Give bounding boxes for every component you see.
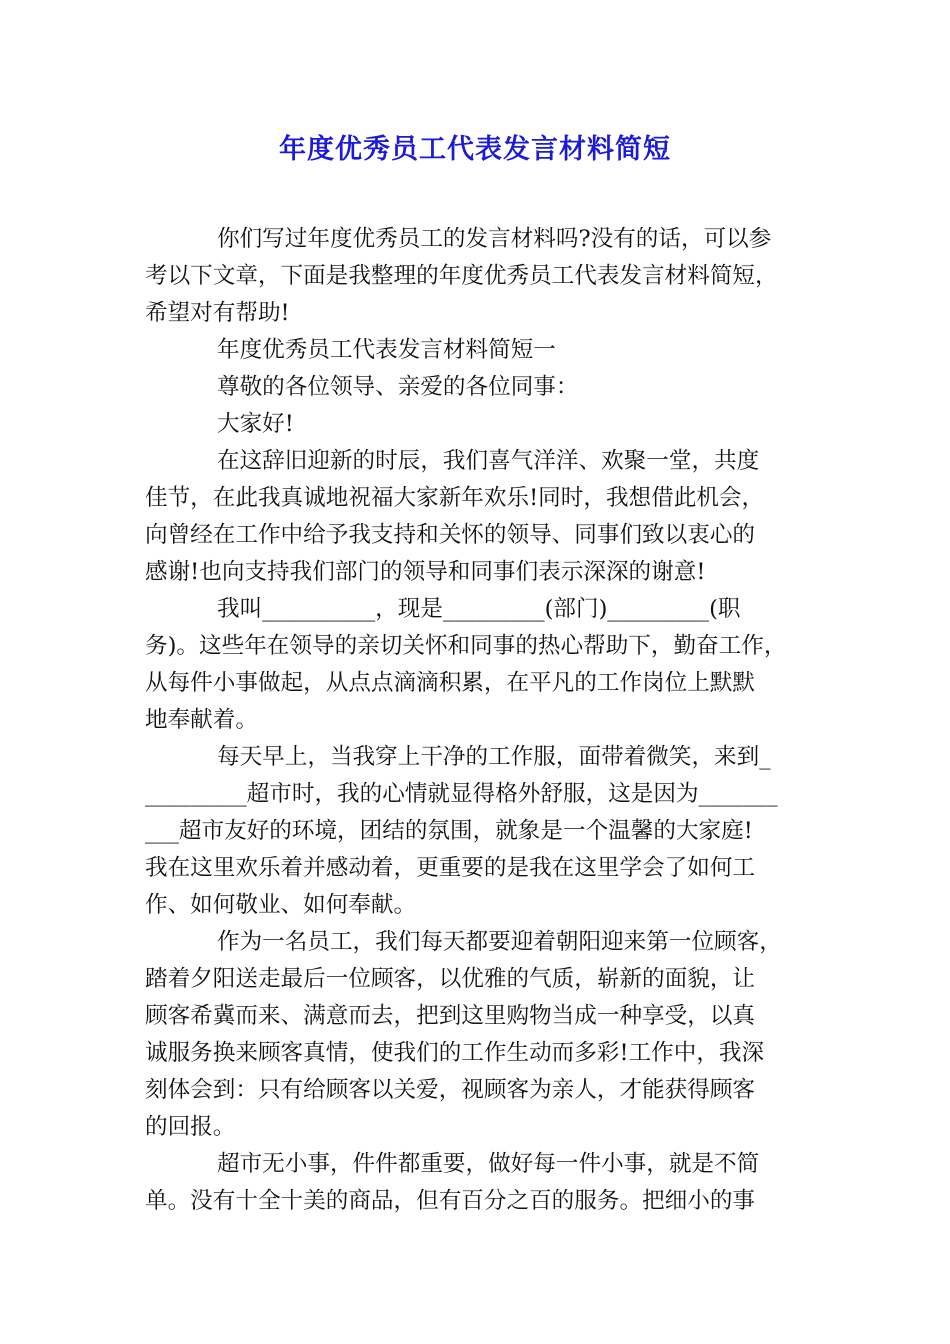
text-line: 尊敬的各位领导、亲爱的各位同事：	[217, 374, 579, 400]
text-line: 我在这里欢乐着并感动着，更重要的是我在这里学会了如何工	[145, 855, 756, 881]
text-line: 希望对有帮助!	[145, 300, 290, 326]
text-line: 刻体会到：只有给顾客以关爱，视顾客为亲人，才能获得顾客	[145, 1077, 756, 1103]
paragraph	[145, 332, 805, 369]
paragraph	[145, 1146, 805, 1220]
text-line: 感谢!也向支持我们部门的领导和同事们表示深深的谢意!	[145, 559, 706, 585]
text-line: 诚服务换来顾客真情，使我们的工作生动而多彩!工作中，我深	[145, 1040, 765, 1066]
paragraph	[145, 221, 805, 332]
text-line: 务)。这些年在领导的亲切关怀和同事的热心帮助下，勤奋工作，	[145, 633, 787, 659]
text-line: 向曾经在工作中给予我支持和关怀的领导、同事们致以衷心的	[145, 522, 756, 548]
paragraph	[145, 406, 805, 443]
text-line: 的回报。	[145, 1114, 236, 1140]
text-line: 踏着夕阳送走最后一位顾客，以优雅的气质，崭新的面貌，让	[145, 966, 756, 992]
text-line: 在这辞旧迎新的时辰，我们喜气洋洋、欢聚一堂，共度	[217, 448, 760, 474]
text-line: 地奉献着。	[145, 707, 258, 733]
paragraph	[145, 369, 805, 406]
text-line: 顾客希冀而来、满意而去，把到这里购物当成一种享受，以真	[145, 1003, 756, 1029]
document-body	[145, 221, 805, 1220]
paragraph	[145, 924, 805, 1146]
text-line: 大家好!	[217, 411, 294, 437]
text-line: 作为一名员工，我们每天都要迎着朝阳迎来第一位顾客，	[217, 929, 782, 955]
text-line: 你们写过年度优秀员工的发言材料吗?没有的话，可以参	[217, 226, 772, 252]
text-line: 考以下文章，下面是我整理的年度优秀员工代表发言材料简短，	[145, 263, 778, 289]
text-line: 单。没有十全十美的商品，但有百分之百的服务。把细小的事	[145, 1188, 756, 1214]
paragraph	[145, 739, 805, 924]
text-line: 作、如何敬业、如何奉献。	[145, 892, 417, 918]
paragraph	[145, 591, 805, 739]
text-line: 我叫__________，现是_________(部门)_________(职	[217, 596, 741, 622]
text-line: 超市无小事，件件都重要，做好每一件小事，就是不简	[217, 1151, 760, 1177]
paragraph	[145, 443, 805, 591]
text-line: 佳节，在此我真诚地祝福大家新年欢乐!同时，我想借此机会，	[145, 485, 765, 511]
text-line: 每天早上，当我穿上干净的工作服，面带着微笑，来到_	[217, 744, 771, 770]
text-line: _________超市时，我的心情就显得格外舒服，这是因为_______	[145, 781, 778, 807]
text-line: ___超市友好的环境，团结的氛围，就象是一个温馨的大家庭!	[145, 818, 753, 844]
document-title: 年度优秀员工代表发言材料简短	[279, 134, 671, 165]
text-line: 年度优秀员工代表发言材料简短一	[217, 337, 556, 363]
text-line: 从每件小事做起，从点点滴滴积累，在平凡的工作岗位上默默	[145, 670, 756, 696]
